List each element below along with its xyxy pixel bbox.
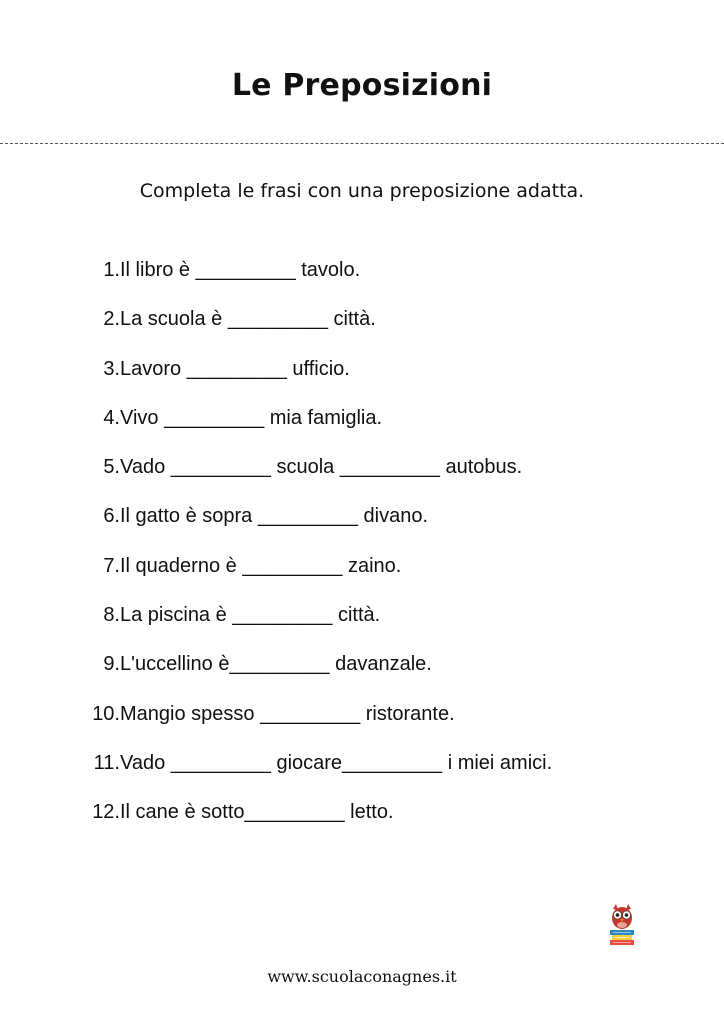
exercise-list bbox=[80, 256, 700, 848]
exercise-number: 1. bbox=[103, 259, 120, 281]
exercise-sentence: Vado _________ giocare_________ i miei amici. bbox=[120, 751, 553, 774]
exercise-item-5 bbox=[80, 453, 700, 502]
exercise-number: 12. bbox=[92, 801, 120, 824]
exercise-item-9 bbox=[80, 650, 700, 699]
exercise-item-2 bbox=[80, 305, 700, 354]
exercise-sentence: Il cane è sotto_________ letto. bbox=[120, 801, 394, 824]
exercise-number: 2. bbox=[103, 308, 120, 331]
exercise-number: 8. bbox=[103, 604, 120, 627]
exercise-sentence: Lavoro _________ ufficio. bbox=[120, 357, 350, 380]
exercise-number: 11. bbox=[93, 751, 120, 774]
dashed-divider bbox=[0, 143, 724, 144]
exercise-sentence: La scuola è _________ città. bbox=[120, 308, 376, 331]
exercise-item-6 bbox=[80, 502, 700, 551]
exercise-item-10 bbox=[80, 700, 700, 749]
exercise-sentence: L'uccellino è_________ davanzale. bbox=[120, 653, 432, 676]
exercise-item-3 bbox=[80, 355, 700, 404]
exercise-number: 3. bbox=[103, 357, 120, 380]
exercise-number: 4. bbox=[103, 406, 120, 429]
exercise-sentence: Mangio spesso _________ ristorante. bbox=[120, 702, 455, 725]
exercise-item-8 bbox=[80, 601, 700, 650]
exercise-number: 6. bbox=[103, 505, 120, 528]
exercise-item-11 bbox=[80, 749, 700, 798]
exercise-sentence: Il quaderno è _________ zaino. bbox=[120, 554, 402, 577]
exercise-number: 9. bbox=[103, 653, 120, 676]
exercise-item-1 bbox=[80, 256, 700, 305]
exercise-sentence: Vivo _________ mia famiglia. bbox=[120, 406, 383, 429]
exercise-number: 7. bbox=[103, 554, 120, 577]
exercise-sentence: Il libro è _________ tavolo. bbox=[120, 259, 361, 281]
exercise-number: 10. bbox=[92, 702, 120, 725]
exercise-sentence: Il gatto è sopra _________ divano. bbox=[120, 505, 429, 528]
exercise-item-12 bbox=[80, 798, 700, 847]
footer-website: www.scuolaconagnes.it bbox=[267, 967, 457, 986]
page-title: Le Preposizioni bbox=[231, 68, 493, 103]
exercise-number: 5. bbox=[103, 456, 120, 479]
exercise-sentence: La piscina è _________ città. bbox=[120, 604, 381, 627]
exercise-sentence: Vado _________ scuola _________ autobus. bbox=[120, 456, 523, 479]
exercise-item-7 bbox=[80, 552, 700, 601]
instruction-text: Completa le frasi con una preposizione adatta. bbox=[139, 180, 585, 202]
exercise-item-4 bbox=[80, 404, 700, 453]
owl-logo-icon bbox=[607, 904, 637, 948]
